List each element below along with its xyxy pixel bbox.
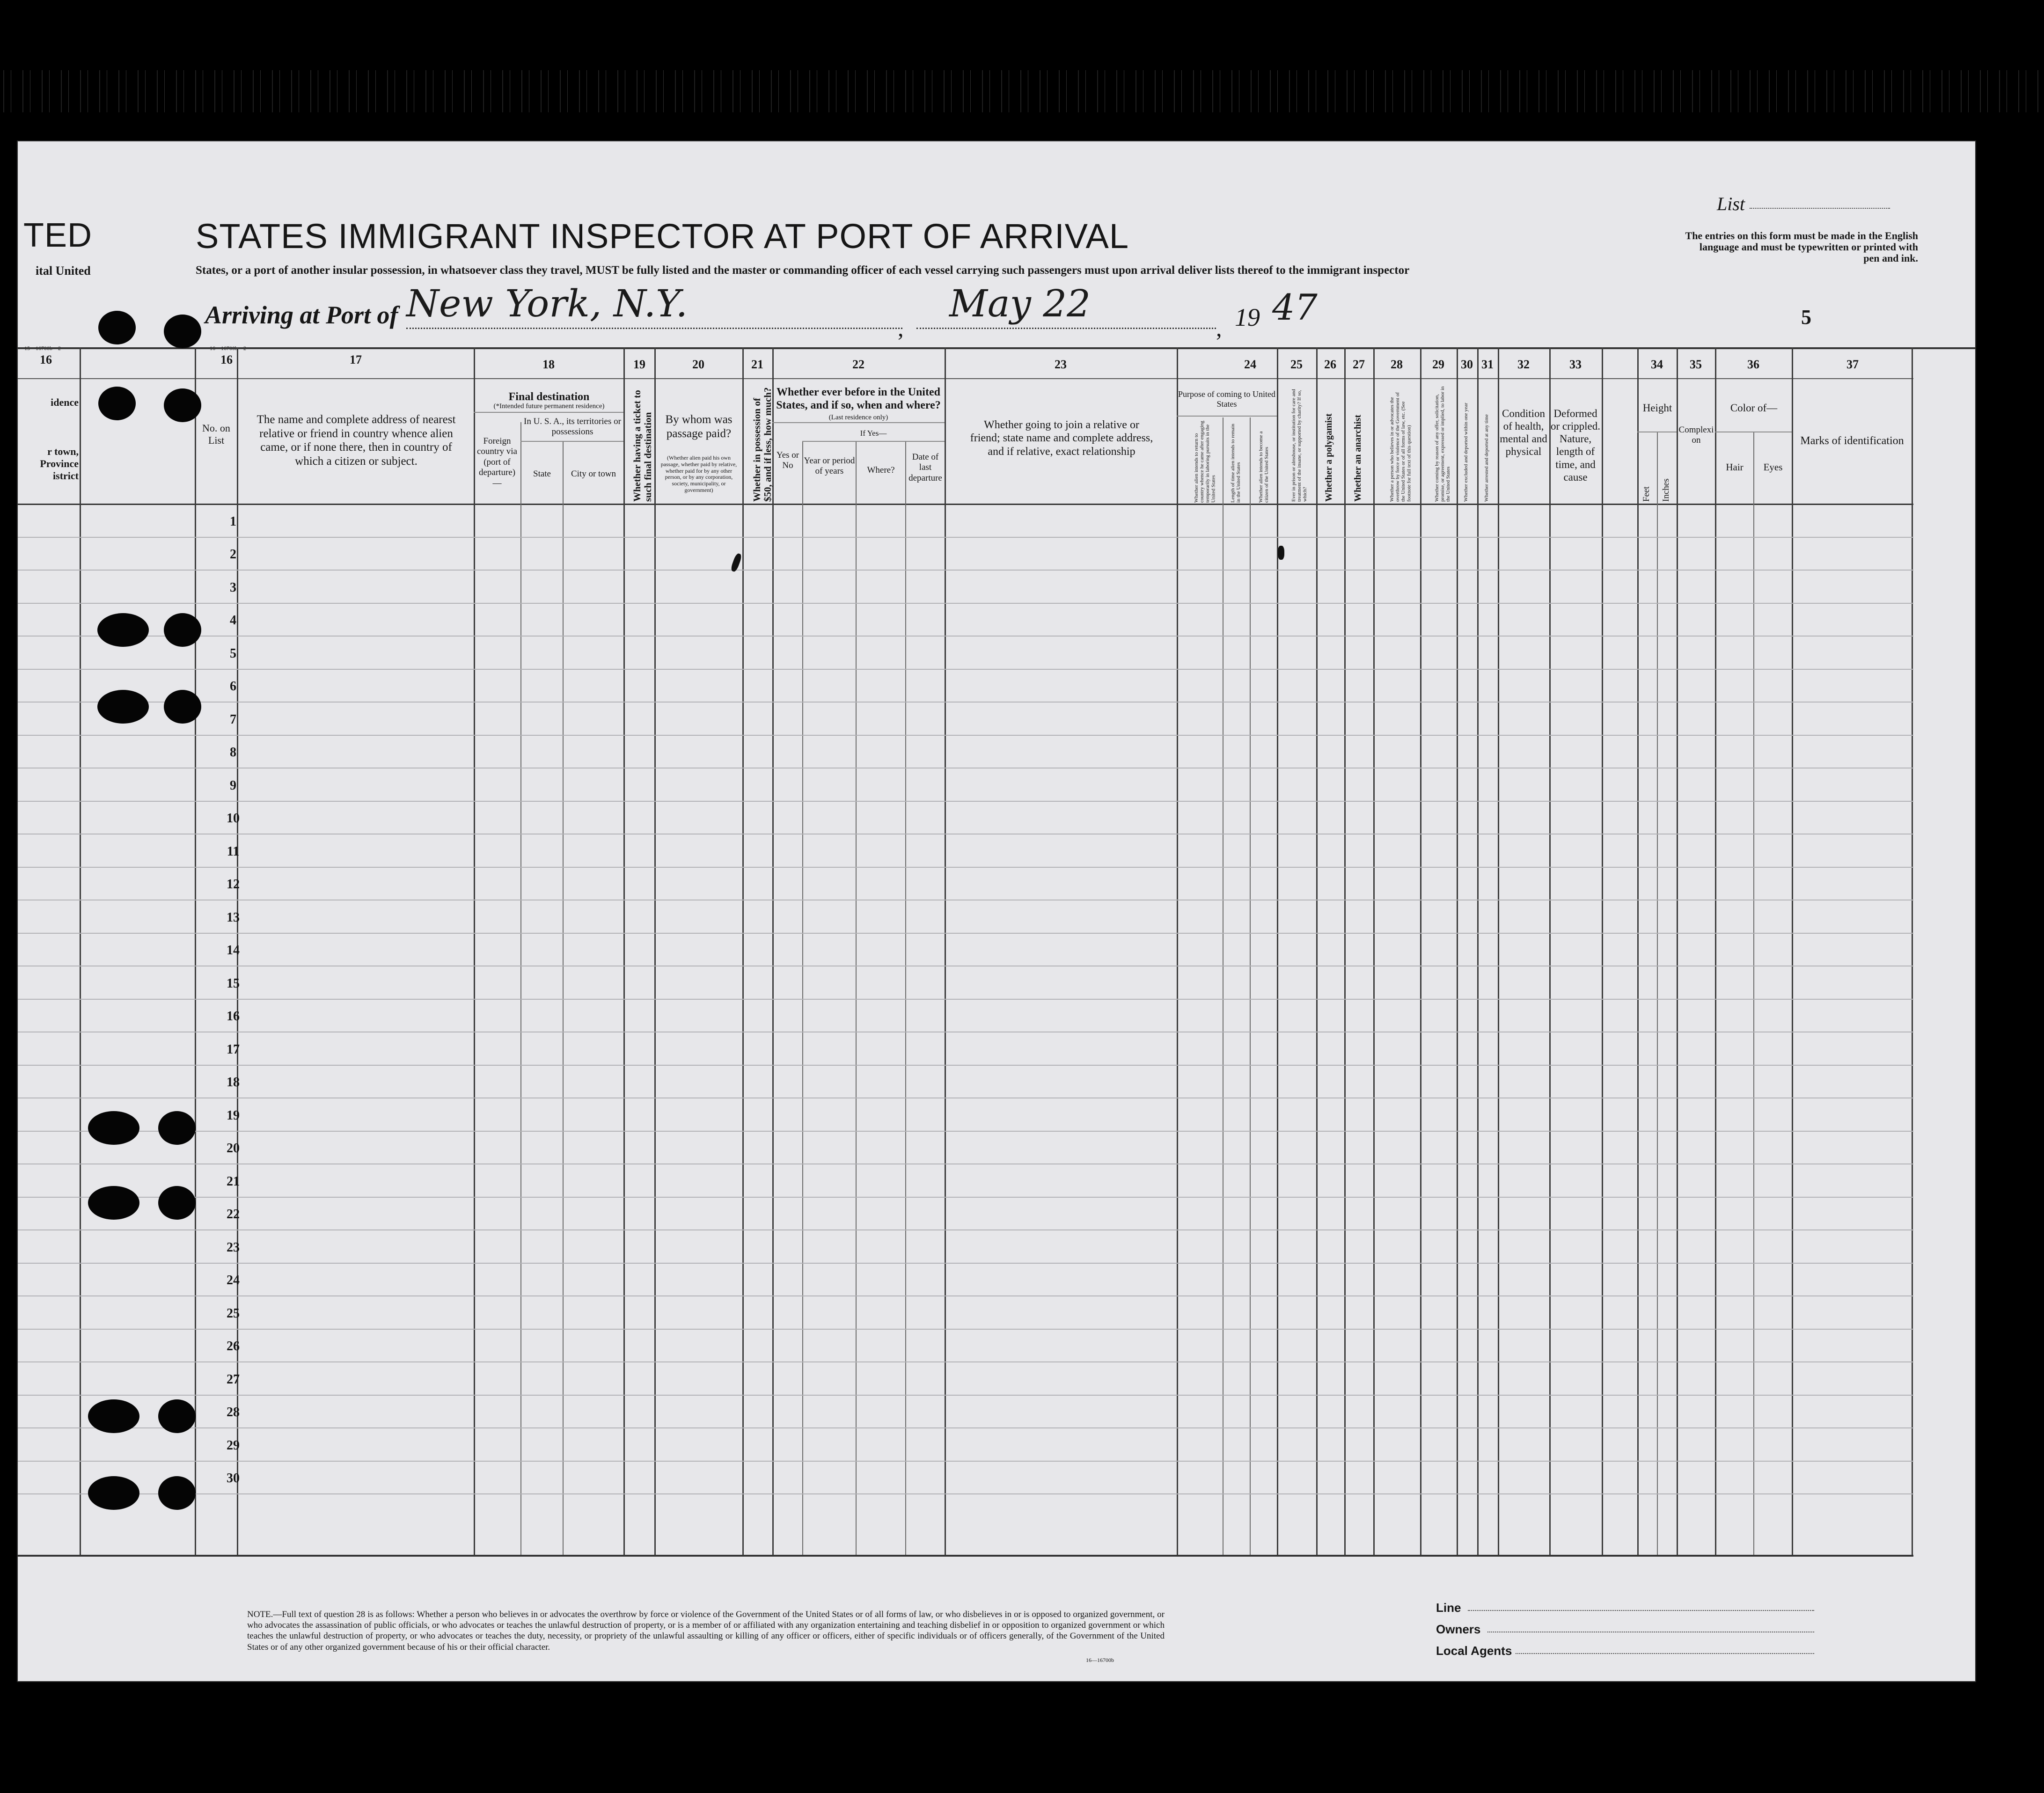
col-37-label: Marks of identification [1800,435,1904,447]
col-29-number: 29 [1432,358,1444,371]
col-24-label: Purpose of coming to United States [1178,389,1275,409]
row-number: 7 [230,712,236,727]
col-25-label: Ever in prison or almshouse, or institution for care and treatment of the insane, or supported by charity? If so, which? [1291,389,1308,502]
col-36-eyes: Eyes [1763,461,1783,473]
row-rule [18,1065,1913,1066]
col-18-number: 18 [542,358,555,371]
row-number: 24 [227,1273,240,1288]
left-province-label: Province [40,458,79,469]
year-printed: 19 [1235,303,1260,331]
arriving-label: Arriving at Port of [205,301,398,329]
col-22-if-yes: If Yes— [860,429,887,438]
row-rule [18,1361,1913,1362]
page-subtitle: States, or a port of another insular possession, in whatsoever class they travel, MUST be fully listed and the master or commanding officer of each vessel carrying such passengers must upon arrival deliver lists thereof to the immigrant inspector [196,264,1410,277]
col-34-feet: Feet [1641,486,1651,502]
punch-hole [164,690,201,724]
row-rule [18,735,1913,736]
row-rule [18,867,1913,868]
line-label: Line [1436,1601,1461,1615]
col-28-number: 28 [1391,358,1403,371]
row-number: 3 [230,580,236,595]
col-21-number: 21 [751,358,763,371]
col-22-yes-no: Yes or No [776,450,799,471]
col-20-number: 20 [692,358,704,371]
left-title-fragment: TED [23,217,92,254]
col-29-label: Whether coming by reason of any offer, solicitation, promise, or agreement, expressed or implied, to labor in the United States [1434,386,1451,502]
row-number: 8 [230,745,236,760]
line-field[interactable] [1468,1610,1814,1611]
row-number: 4 [230,613,236,628]
col-24b-label: Length of time alien intends to remain in the United States [1230,424,1242,503]
col-24a-label: Whether alien intends to return to country whence he came after engaging temporarily in laboring pursuits in the United States [1194,421,1216,503]
col-23-label: Whether going to join a relative or friend; state name and complete address, and if relative, exact relationship [970,419,1153,458]
page-number: 5 [1801,306,1811,329]
row-rule [18,1229,1913,1230]
left-residence-label: idence [51,396,79,408]
row-rule [18,1461,1913,1462]
punch-hole [88,1111,139,1145]
row-number: 21 [227,1174,240,1189]
row-number: 11 [227,844,240,859]
row-rule [18,801,1913,802]
row-number: 22 [227,1207,240,1222]
punch-hole [164,388,201,422]
col-22-date: Date of last departure [908,452,942,483]
col-30-number: 30 [1461,358,1473,371]
row-rule [18,1329,1913,1330]
col-33-label: Deformed or crippled. Nature, length of time, and cause [1550,408,1600,483]
row-rule [18,702,1913,703]
col-18-city: City or town [571,469,616,479]
row-rule [18,1263,1913,1264]
col-27-number: 27 [1353,358,1365,371]
table-top-rule [18,347,1975,349]
row-rule [18,1427,1913,1428]
col-20-label: By whom was passage paid? [665,413,733,440]
local-agents-label: Local Agents [1436,1644,1512,1658]
col-22-number: 22 [852,358,864,371]
row-number: 19 [227,1108,240,1123]
punch-hole [88,1399,139,1433]
row-number: 13 [227,910,240,925]
col-19-number: 19 [633,358,645,371]
punch-hole [164,315,201,348]
row-number: 10 [227,811,240,826]
row-number: 18 [227,1075,240,1090]
col-17-label: The name and complete address of nearest relative or friend in country whence alien came, or if none there, then in country of which a citizen or subject. [256,413,456,468]
punch-hole [97,613,149,647]
owners-label: Owners [1436,1622,1481,1636]
col-23-number: 23 [1055,358,1067,371]
row-number: 17 [227,1042,240,1057]
row-number: 14 [227,943,240,958]
left-district-label: istrict [53,470,79,482]
row-number: 16 [227,1009,240,1024]
row-number: 30 [227,1471,240,1486]
punch-hole [164,613,201,647]
ink-mark [1278,546,1284,560]
col-22-label: Whether ever before in the United States, and if so, when and where? [776,386,941,412]
col-16-number: 16 [220,353,233,366]
row-number: 29 [227,1438,240,1453]
col-34-number: 34 [1651,358,1663,371]
date-handwritten: May 22 [949,282,1091,325]
punch-hole [158,1111,196,1145]
col-26-label: Whether a polygamist [1324,413,1334,502]
col-35-number: 35 [1690,358,1702,371]
col-31-label: Whether arrested and deported at any time [1484,414,1489,502]
port-handwritten: New York, N.Y. [406,282,688,325]
left-subtitle-fragment: ital United [36,264,91,278]
punch-hole [97,690,149,724]
row-number: 23 [227,1240,240,1255]
col-32-label: Condition of health, mental and physical [1500,408,1547,458]
row-number: 26 [227,1339,240,1354]
manifest-sheet: TED ital United STATES IMMIGRANT INSPECTOR AT PORT OF ARRIVAL States, or a port of another insular possession, in whatsoever class they travel, MUST be fully listed and the master or commanding officer of each vessel carrying such passengers must upon arrival deliver lists thereof to the immigrant inspector List The entries on this form must be made in the English language and must be typewritten or printed with pen and ink. Arriving at Port of New York, N.Y. , May 22 , 19 47 5 16 16 17 18 19 20 21 22 23 24 25 26 27 28 29 30 31 32 33 34 35 36 37 idence r town, Province istrict No. on List The name and complete address of nearest relative or friend in country whence alien came, or if none there, then in country of which a citizen or subject. Final destination (*Intended future permanent residence) Foreign country via (port of departure)— In U. S. A., its territories or possessions State City or town Whether having a ticket to such final destination By whom was passage paid? (Whether alien paid his own passage, whether paid by relative, whether paid for by any other person, or by any corporation, society, municipality, or government) Whether in possession of $50, and if less, how much? Whether ever before in the United States, and if so, when and where? (Last residence only) If Yes— Yes or No Year or period of years Where? Date of last departure Whether going to join a relative or friend; state name and complete address, and if relative, exact relationship Purpose of coming to United States Whether alien intends to return to country whence he came after engaging temporarily in laboring pursuits in the United States Length of time alien intends to remain in the United States Whether alien intends to become a citizen of the United States Ever in prison or almshouse, or institution for care and treatment of the insane, or supported by charity? If so, which? Whether a polygamist Whether an anarchist Whether a person who believes in or advocates the overthrow by force or violence of the Government of the United States or of all forms of law, etc. (See footnote for full text of this question) Whether coming by reason of any offer, solicitation, promise, or agreement, expressed or implied, to labor in the United States Whether excluded and deported within one year Whether arrested and deported at any time Condition of health, mental and physical Deformed or crippled. Nature, length of time, and cause Height Feet Inches Complexion Color of— Hair Eyes Marks of identification 1 2 3 4 5 6 7 8 9 10 11 12 13 14 15 16 17 18 19 20 21 22 23 24 25 26 27 28 29 30 NOTE.—Full text of question 28 is as follows: Whether a person who believes in or advocates the overthrow by force or violence of the Government of the United States or of all forms of law, or who disbelieves in or is opposed to organized government, or who advocates the assassination of public officials, or who advocates or teaches the unlawful destruction of property, or is a member of or affiliated with any organization entertaining and teaching disbelief in or opposition to organized government or which teaches the unlawful destruction of property, or who advocates or teaches the duty, necessity, or propriety of the unlawful assaulting or killing of any officer or officers, either of specific individuals or of officers generally, of the Government of the United States or of any other organized government because of his or their official character. 16—16700b Line Owners Local Agents [18,141,1975,1681]
row-number: 9 [230,778,236,793]
col-26-number: 26 [1324,358,1336,371]
col-30-label: Whether excluded and deported within one year [1463,403,1469,502]
col-22-note: (Last residence only) [828,414,888,421]
row-rule [18,537,1913,538]
list-label: List [1717,193,1745,214]
row-rule [18,669,1913,670]
port-line [406,328,902,329]
col-22-where: Where? [867,465,895,475]
col-31-number: 31 [1481,358,1494,371]
col-27-label: Whether an anarchist [1353,415,1363,502]
col-34-inches: Inches [1661,478,1671,502]
row-rule [18,636,1913,637]
col-37-number: 37 [1846,358,1859,371]
year-handwritten: 47 [1272,286,1318,328]
row-rule [18,1197,1913,1198]
left-col-number: 16 [40,353,52,366]
col-34-label: Height [1642,402,1672,414]
col-19-label: Whether having a ticket to such final destination [631,390,654,502]
col-36-hair: Hair [1726,461,1744,473]
punch-hole [158,1476,196,1510]
footnote-question-28: NOTE.—Full text of question 28 is as follows: Whether a person who believes in or advocates the overthrow by force or violence of the Government of the United States or of all forms of law, or who disbelieves in or is opposed to organized government, or who advocates the assassination of public officials, or who advocates or teaches the unlawful destruction of property, or is a member of or affiliated with any organization entertaining and teaching disbelief in or opposition to organized government or which teaches the unlawful destruction of property, or who advocates or teaches the duty, necessity, or propriety of the unlawful assaulting or killing of any officer or officers, either of specific individuals or of officers generally, of the Government of the United States or of any other organized government because of his or their official character. [247,1610,1165,1652]
col-36-number: 36 [1747,358,1759,371]
date-line [916,328,1216,329]
col-21-label: Whether in possession of $50, and if less, how much? [751,387,774,502]
row-number: 12 [227,877,240,892]
footer-form-code: 16—16700b [1086,1657,1114,1663]
list-number-line [1750,208,1890,209]
col-33-number: 33 [1569,358,1582,371]
row-number: 1 [230,514,236,529]
col-18-label: Final destination [508,391,590,403]
row-rule [18,603,1913,604]
row-number: 6 [230,679,236,694]
punch-hole [98,311,136,344]
row-rule [18,1493,1913,1494]
row-number: 27 [227,1372,240,1387]
row-rule [18,1131,1913,1132]
col-28-label: Whether a person who believes in or advocates the overthrow by force or violence of the Government of the United States or of all forms of law, etc. (See footnote for full text of this question) [1389,392,1412,502]
form-instructions: The entries on this form must be made in the English language and must be typewritten or printed with pen and ink. [1685,230,1918,264]
punch-hole [158,1399,196,1433]
row-number: 2 [230,547,236,562]
scan-top-noise [0,70,2044,112]
col-36-label: Color of— [1730,402,1778,414]
row-rule [18,933,1913,934]
row-number: 15 [227,976,240,991]
col-20-note: (Whether alien paid his own passage, whether paid by relative, whether paid for by any other person, or by any corporation, society, municipality, or government) [660,454,737,493]
punch-hole [88,1476,139,1510]
col-18-usa: In U. S. A., its territories or possessions [524,417,621,437]
col-32-number: 32 [1517,358,1530,371]
page-title: STATES IMMIGRANT INSPECTOR AT PORT OF ARRIVAL [196,217,1129,256]
col-22-year: Year or period of years [804,456,855,476]
row-number: 25 [227,1306,240,1321]
table-bottom-rule [18,1555,1913,1557]
col-17-number: 17 [350,353,362,366]
colnum-rule [18,378,1913,379]
col-18-note: (*Intended future permanent residence) [493,403,605,410]
row-rule [18,999,1913,1000]
col-35-label: Complexion [1678,425,1714,446]
row-number: 20 [227,1141,240,1156]
header-bottom-rule [18,504,1913,505]
punch-hole [98,387,136,420]
row-number: 5 [230,646,236,661]
row-rule [18,570,1913,571]
row-rule [18,1395,1913,1396]
col-25-number: 25 [1290,358,1303,371]
col-18-state: State [533,469,551,479]
col-24c-label: Whether alien intends to become a citizen of the United States [1258,431,1270,503]
local-agents-field[interactable] [1516,1653,1814,1654]
col-16-label: No. on List [202,422,230,446]
col-18-foreign: Foreign country via (port of departure)— [476,436,517,488]
left-town-label: r town, [47,446,79,457]
punch-hole [88,1186,139,1220]
row-rule [18,1295,1913,1296]
col-24-number: 24 [1244,358,1256,371]
row-number: 28 [227,1405,240,1420]
punch-hole [158,1186,196,1220]
